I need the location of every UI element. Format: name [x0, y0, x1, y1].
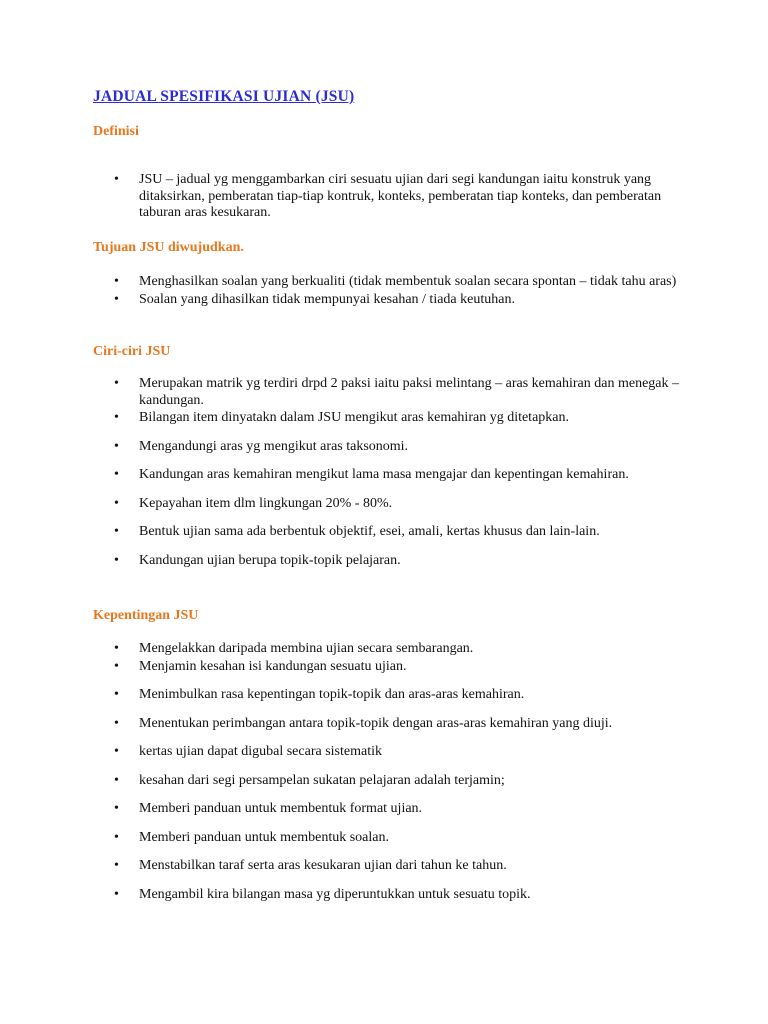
kepentingan-list: [0, 641, 768, 903]
list-item-text: Kepayahan item dlm lingkungan 20% - 80%.: [139, 495, 393, 511]
bullet-icon: •: [114, 886, 119, 902]
bullet-icon: •: [114, 172, 119, 187]
section-heading-tujuan: Tujuan JSU diwujudkan.: [93, 240, 244, 255]
list-item: [0, 887, 768, 904]
bullet-icon: •: [114, 291, 119, 307]
list-item-text: Mengandungi aras yg mengikut aras taksonomi.: [139, 438, 409, 454]
bullet-icon: •: [114, 687, 119, 702]
list-item: [0, 716, 768, 733]
section-heading-kepentingan: Kepentingan JSU: [93, 608, 199, 623]
bullet-icon: •: [114, 772, 119, 788]
list-item: [0, 496, 768, 513]
list-item: [0, 376, 768, 409]
bullet-icon: •: [114, 641, 119, 656]
list-item-text: Memberi panduan untuk membentuk format ujian.: [139, 801, 423, 816]
list-item-text: Menimbulkan rasa kepentingan topik-topik dan aras-aras kemahiran.: [139, 687, 525, 702]
bullet-icon: •: [114, 829, 119, 845]
list-item-text: Kandungan ujian berupa topik-topik pelajaran.: [139, 552, 401, 568]
list-item: [0, 410, 768, 427]
section-heading-ciri-ciri: Ciri-ciri JSU: [93, 344, 171, 359]
list-item-text: kesahan dari segi persampelan sukatan pelajaran adalah terjamin;: [139, 772, 505, 788]
list-item-text: Menstabilkan taraf serta aras kesukaran ujian dari tahun ke tahun.: [139, 858, 507, 873]
tujuan-list: [0, 274, 768, 308]
list-item: [0, 801, 768, 818]
document-title: JADUAL SPESIFIKASI UJIAN (JSU): [93, 88, 355, 105]
bullet-icon: •: [114, 438, 119, 454]
bullet-icon: •: [114, 552, 119, 568]
bullet-icon: •: [114, 376, 119, 391]
list-item: [0, 172, 768, 222]
definisi-list: [0, 172, 768, 222]
list-item-text: Menjamin kesahan isi kandungan sesuatu ujian.: [139, 658, 407, 674]
list-item-text: Soalan yang dihasilkan tidak mempunyai kesahan / tiada keutuhan.: [139, 291, 515, 307]
list-item: [0, 687, 768, 704]
bullet-icon: •: [114, 801, 119, 816]
list-item-text: Kandungan aras kemahiran mengikut lama masa mengajar dan kepentingan kemahiran.: [139, 467, 629, 482]
bullet-icon: •: [114, 715, 119, 731]
list-item-text: Mengelakkan daripada membina ujian secara sembarangan.: [139, 641, 474, 656]
bullet-icon: •: [114, 744, 119, 759]
list-item-text: JSU – jadual yg menggambarkan ciri sesuatu ujian dari segi kandungan iaitu konstruk yang ditaksirkan, pemberatan tiap-tiap kontruk, konteks, pemberatan tiap konteks, dan pemberatan taburan aras kesukaran.: [139, 172, 662, 220]
bullet-icon: •: [114, 274, 119, 289]
list-item: [0, 830, 768, 847]
bullet-icon: •: [114, 524, 119, 539]
list-item-text: Menentukan perimbangan antara topik-topik dengan aras-aras kemahiran yang diuji.: [139, 715, 613, 731]
bullet-icon: •: [114, 658, 119, 674]
list-item: [0, 773, 768, 790]
list-item-text: Bentuk ujian sama ada berbentuk objektif, esei, amali, kertas khusus dan lain-lain.: [139, 524, 600, 539]
bullet-icon: •: [114, 858, 119, 873]
list-item: [0, 524, 768, 541]
list-item-text: Bilangan item dinyatakn dalam JSU mengikut aras kemahiran yg ditetapkan.: [139, 410, 570, 425]
list-item-text: Merupakan matrik yg terdiri drpd 2 paksi iaitu paksi melintang – aras kemahiran dan menegak – kandungan.: [139, 376, 680, 408]
list-item-text: Menghasilkan soalan yang berkualiti (tidak membentuk soalan secara spontan – tidak tahu aras): [139, 274, 677, 289]
list-item: [0, 641, 768, 658]
list-item: [0, 292, 768, 309]
list-item-text: Memberi panduan untuk membentuk soalan.: [139, 829, 389, 845]
bullet-icon: •: [114, 495, 119, 511]
list-item: [0, 659, 768, 676]
section-heading-definisi: Definisi: [93, 124, 139, 139]
list-item: [0, 858, 768, 875]
bullet-icon: •: [114, 467, 119, 482]
ciri-ciri-list: [0, 376, 768, 569]
list-item: [0, 553, 768, 570]
list-item: [0, 467, 768, 484]
list-item: [0, 439, 768, 456]
list-item: [0, 744, 768, 761]
list-item-text: kertas ujian dapat digubal secara sistematik: [139, 744, 382, 759]
bullet-icon: •: [114, 410, 119, 425]
list-item: [0, 274, 768, 291]
list-item-text: Mengambil kira bilangan masa yg diperuntukkan untuk sesuatu topik.: [139, 886, 531, 902]
